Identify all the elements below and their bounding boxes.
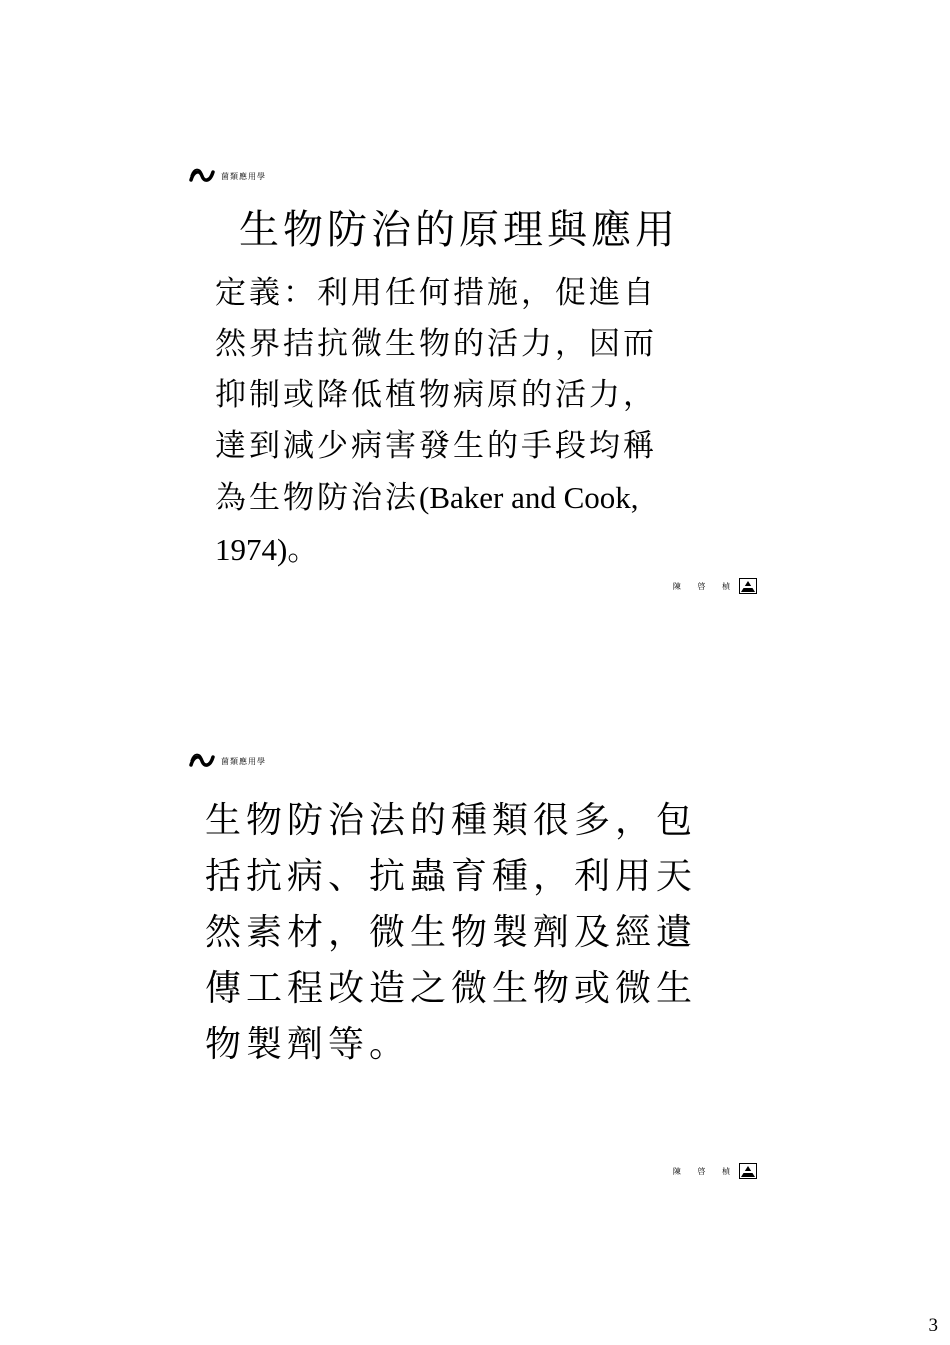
logo-icon	[189, 168, 215, 184]
body-line	[215, 524, 715, 576]
mountain-logo-icon	[739, 578, 757, 594]
body-line: 括抗病、抗蟲育種，利用天	[205, 856, 698, 897]
slide-body	[205, 793, 725, 1073]
citation-year: 1974)	[215, 532, 288, 567]
course-name: 菌類應用學	[221, 756, 266, 766]
slide-2	[185, 745, 765, 1185]
author-footer	[673, 578, 757, 594]
body-text-cjk: 。	[287, 532, 322, 568]
body-line: 抑制或降低植物病原的活力，	[215, 377, 657, 413]
author-name: 陳 啓 楨	[672, 581, 737, 591]
logo-icon	[189, 753, 215, 769]
author-name: 陳 啓 楨	[672, 1166, 737, 1176]
body-line: 然界拮抗微生物的活力，因而	[215, 326, 657, 362]
mountain-logo-icon	[739, 1163, 757, 1179]
author-footer	[673, 1163, 757, 1179]
body-line: 傳工程改造之微生物或微生	[205, 968, 698, 1009]
slide-header	[189, 751, 266, 771]
slide-header	[189, 166, 266, 186]
body-line: 物製劑等。	[205, 1024, 411, 1065]
course-name: 菌類應用學	[221, 171, 266, 181]
slide-title: 生物防治的原理與應用	[239, 207, 679, 253]
body-line: 然素材，微生物製劑及經遺	[205, 912, 698, 953]
slide-1	[185, 160, 765, 600]
page-number: 3	[928, 1315, 938, 1336]
body-text-cjk: 為生物防治法	[215, 480, 419, 516]
slide-body	[215, 268, 715, 576]
body-line: 生物防治法的種類很多，包	[205, 800, 698, 841]
citation-text: (Baker and Cook,	[419, 480, 639, 515]
body-line: 達到減少病害發生的手段均稱	[215, 428, 657, 464]
body-line	[215, 472, 715, 524]
body-line: 定義：利用任何措施，促進自	[215, 275, 657, 311]
